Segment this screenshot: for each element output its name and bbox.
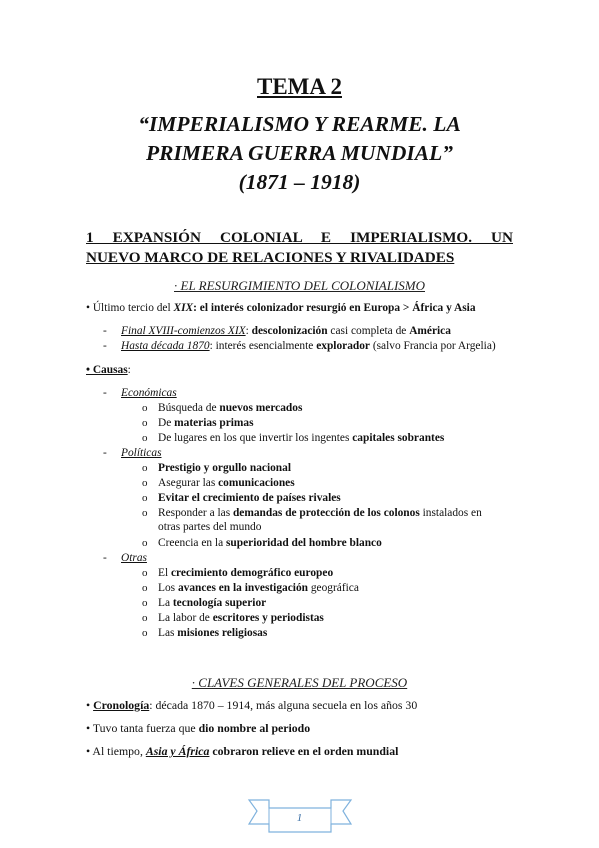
bullet-cronologia: • Cronología: década 1870 – 1914, más alguna secuela en los años 30 [86, 698, 418, 712]
sub-bullet-marker: o [142, 582, 148, 594]
economicas-item: Búsqueda de nuevos mercados [158, 402, 303, 414]
category-otras: Otras [121, 552, 147, 564]
politicas-item: Evitar el crecimiento de países rivales [158, 492, 341, 504]
politicas-item: Creencia en la superioridad del hombre blanco [158, 537, 382, 549]
title-line-3: (1871 – 1918) [238, 170, 361, 194]
politicas-item: otras partes del mundo [158, 521, 262, 533]
politicas-item: Prestigio y orgullo nacional [158, 462, 291, 474]
sub-bullet-marker: o [142, 537, 148, 549]
bullet-ultimo-tercio: • Último tercio del XIX: el interés colonizador resurgió en Europa > África y Asia [86, 302, 476, 314]
sub-bullet-marker: o [142, 477, 148, 489]
otras-item: La tecnología superior [158, 597, 267, 609]
economicas-item: De lugares en los que invertir los ingentes capitales sobrantes [158, 432, 445, 444]
dash-marker: - [103, 340, 107, 352]
section-1-heading-line-1: 1 EXPANSIÓN COLONIAL E IMPERIALISMO. UN [86, 229, 513, 246]
otras-item: El crecimiento demográfico europeo [158, 567, 334, 579]
economicas-item: De materias primas [158, 417, 254, 429]
title-line-2: PRIMERA GUERRA MUNDIAL” [145, 141, 454, 165]
dash-marker: - [103, 447, 107, 459]
sub-bullet-marker: o [142, 432, 148, 444]
page-number: 1 [296, 812, 303, 824]
otras-item: Los avances en la investigación geográfica [158, 582, 359, 594]
dash-item-explorador: Hasta década 1870: interés esencialmente explorador (salvo Francia por Argelia) [121, 340, 496, 352]
sub-bullet-marker: o [142, 612, 148, 624]
otras-item: Las misiones religiosas [158, 627, 268, 639]
otras-item: La labor de escritores y periodistas [158, 612, 324, 624]
sub-bullet-marker: o [142, 597, 148, 609]
politicas-item: Responder a las demandas de protección de los colonos instalados en [158, 507, 482, 519]
sub-bullet-marker: o [142, 402, 148, 414]
sub-bullet-marker: o [142, 417, 148, 429]
causas-label: • Causas: [86, 364, 131, 376]
dash-item-descolonizacion: Final XVIII-comienzos XIX: descolonización casi completa de América [121, 325, 451, 337]
dash-marker: - [103, 325, 107, 337]
document-tema: TEMA 2 [257, 74, 342, 99]
subheading-resurgimiento: · EL RESURGIMIENTO DEL COLONIALISMO [174, 278, 425, 293]
bullet-fuerza: • Tuvo tanta fuerza que dio nombre al periodo [86, 721, 311, 735]
politicas-item: Asegurar las comunicaciones [158, 477, 295, 489]
sub-bullet-marker: o [142, 507, 148, 519]
sub-bullet-marker: o [142, 462, 148, 474]
subheading-claves: · CLAVES GENERALES DEL PROCESO [191, 675, 408, 690]
dash-marker: - [103, 552, 107, 564]
bullet-al-tiempo: • Al tiempo, Asia y África cobraron relieve en el orden mundial [86, 744, 399, 758]
title-line-1: “IMPERIALISMO Y REARME. LA [138, 112, 461, 136]
section-1-heading-line-2: NUEVO MARCO DE RELACIONES Y RIVALIDADES [86, 249, 455, 266]
dash-marker: - [103, 387, 107, 399]
sub-bullet-marker: o [142, 492, 148, 504]
sub-bullet-marker: o [142, 567, 148, 579]
sub-bullet-marker: o [142, 627, 148, 639]
category-politicas: Políticas [121, 447, 162, 459]
category-economicas: Económicas [121, 387, 177, 399]
